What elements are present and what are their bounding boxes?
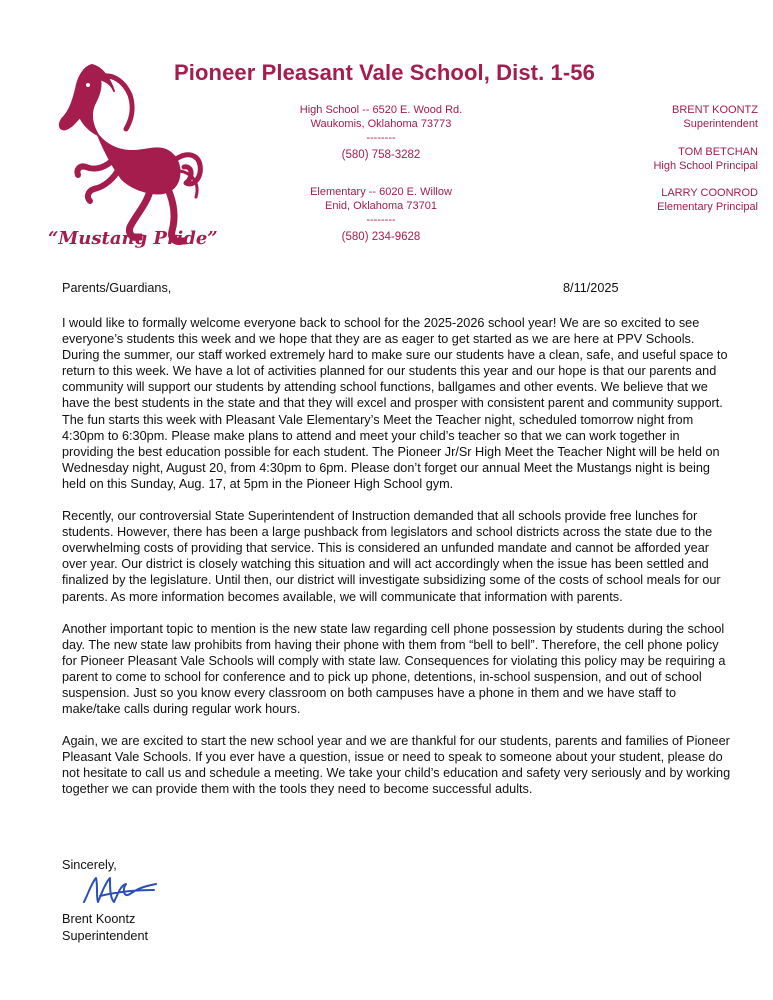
high-school-phone: (580) 758-3282 bbox=[341, 149, 421, 161]
staff-superintendent bbox=[588, 103, 758, 131]
elementary-address-line2: Enid, Oklahoma 73701 bbox=[325, 200, 437, 212]
elementary-separator: -------- bbox=[366, 214, 396, 226]
elementary-address-line1: Elementary -- 6020 E. Willow bbox=[310, 186, 452, 198]
paragraph-welcome: I would like to formally welcome everyone back to school for the 2025-2026 school year! We are so excited to see everyone’s students this week and we hope that they are as eager to get started as we are here at PPV Schools. During the summer, our staff worked extremely hard to make sure our students have a clean, safe, and useful space to return to this week. We have a lot of activities planned for our students this year and our hope is that our parents and community will support our students by attending school functions, ballgames and other events. We believe that we have the best students in the state and that they will excel and prosper with consistent parent and community support. bbox=[62, 316, 728, 411]
letter-date: 8/11/2025 bbox=[563, 281, 619, 295]
signer-name: Brent Koontz bbox=[62, 912, 136, 926]
staff-name: LARRY COONROD bbox=[661, 187, 758, 199]
signer-title: Superintendent bbox=[62, 928, 149, 943]
letter-greeting: Parents/Guardians, bbox=[62, 281, 172, 295]
high-school-address-line2: Waukomis, Oklahoma 73773 bbox=[310, 118, 452, 130]
staff-elementary-principal bbox=[588, 186, 758, 214]
letter-body bbox=[62, 315, 732, 798]
staff-title: Elementary Principal bbox=[657, 201, 758, 213]
signer-block bbox=[62, 911, 148, 944]
staff-title: High School Principal bbox=[653, 160, 758, 172]
elementary-phone: (580) 234-9628 bbox=[341, 231, 421, 243]
staff-title: Superintendent bbox=[683, 118, 758, 130]
paragraph-closing-remarks: Again, we are excited to start the new school year and we are thankful for our students, parents and families of Pioneer Pleasant Vale Schools. If you ever have a question, issue or need to speak to someone about your student, please do not hesitate to call us and schedule a meeting. We take your child’s education and safety very seriously and by working together we can provide them with the tools they need to become successful adults. bbox=[62, 734, 731, 797]
staff-name: TOM BETCHAN bbox=[678, 146, 758, 158]
letter-closing: Sincerely, bbox=[62, 858, 117, 872]
staff-name: BRENT KOONTZ bbox=[672, 104, 758, 116]
paragraph-free-lunches: Recently, our controversial State Superintendent of Instruction demanded that all schools provide free lunches for students. However, there has been a large pushback from legislators and school districts across the state due to the overwhelming costs of providing that service. This is considered an unfunded mandate and cannot be afforded year over year. Our district is closely watching this situation and will act accordingly when the issue has been settled and finalized by the legislature. Until then, our district will investigate subsidizing some of the costs of school meals for our parents. As more information becomes available, we will communicate that information with parents. bbox=[62, 509, 721, 604]
paragraph-cell-phone-policy: Another important topic to mention is the new state law regarding cell phone possession by students during the school day. The new state law prohibits from having their phone with them from “bell to bell”. Therefore, the cell phone policy for Pioneer Pleasant Vale Schools will comply with state law. Consequences for violating this policy may be requiring a parent to come to school for conference and to pick up phone, detentions, in-school suspension, and out of school suspension. Just so you know every classroom on both campuses have a phone in them and we have staff to make/take calls during regular work hours. bbox=[62, 621, 726, 717]
high-school-separator: -------- bbox=[366, 132, 396, 144]
school-name: Pioneer Pleasant Vale School, Dist. 1-56 bbox=[174, 60, 595, 85]
high-school-address-line1: High School -- 6520 E. Wood Rd. bbox=[299, 104, 463, 116]
elementary-address-block bbox=[292, 185, 470, 244]
high-school-address-block bbox=[292, 103, 470, 162]
handwritten-signature bbox=[80, 872, 160, 910]
paragraph-meet-the-teacher: The fun starts this week with Pleasant Vale Elementary’s Meet the Teacher night, scheduled tomorrow night from 4:30pm to 6:30pm. Please make plans to attend and meet your child’s teacher so that we can work together in providing the best education possible for each student. The Pioneer Jr/Sr High Meet the Teacher Night will be held on Wednesday night, August 20, from 4:30pm to 6pm. Please don’t forget our annual Meet the Mustangs night is being held on this Sunday, Aug. 17, at 5pm in the Pioneer High School gym. bbox=[62, 412, 720, 491]
school-motto: “Mustang Pride” bbox=[48, 228, 218, 249]
staff-high-school-principal bbox=[588, 145, 758, 173]
